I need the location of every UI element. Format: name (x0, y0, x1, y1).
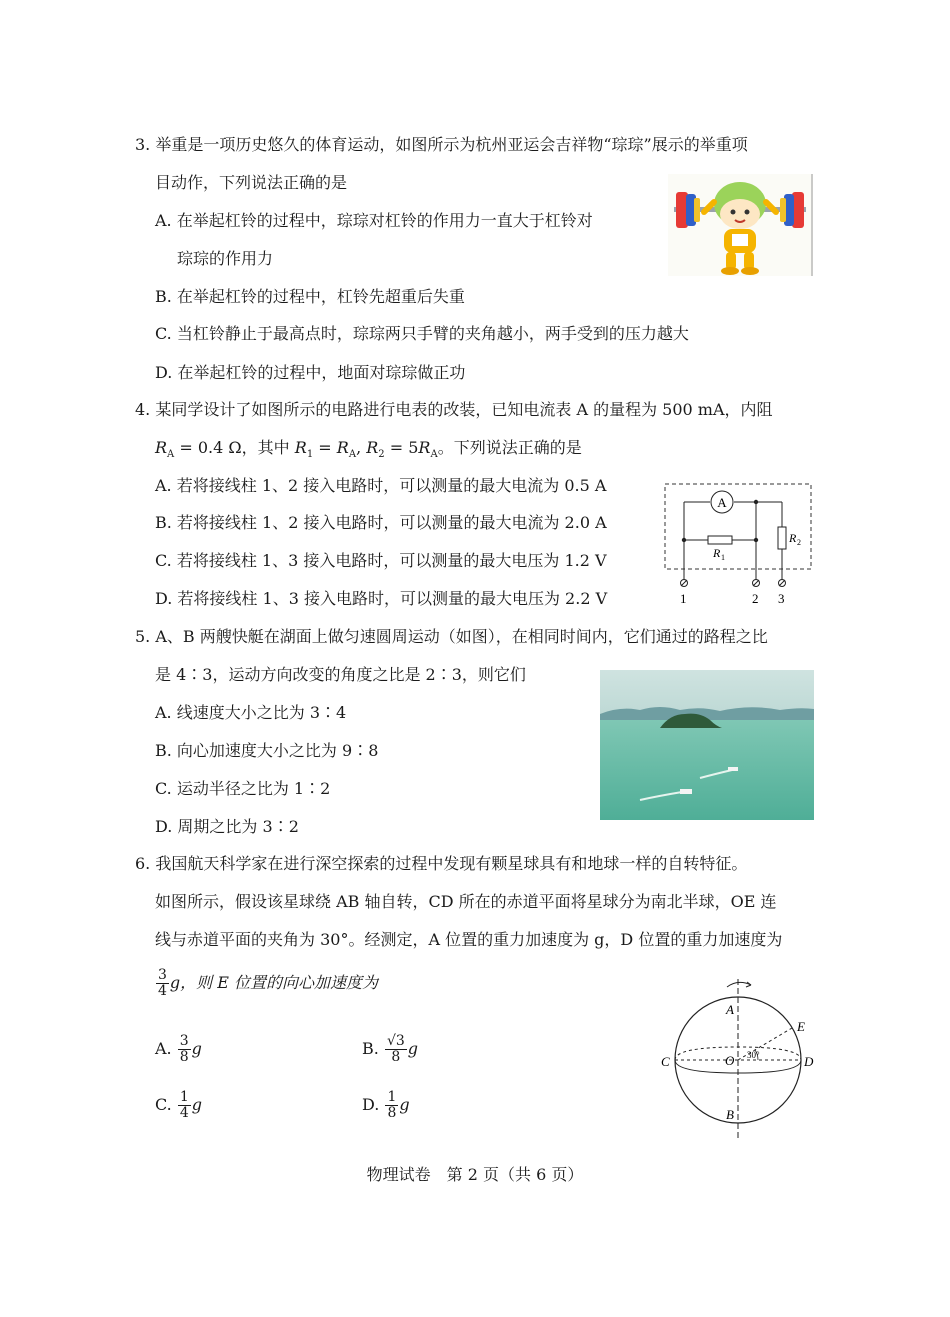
resistor-r2 (778, 527, 786, 549)
symbol-sub-2: 2 (378, 449, 385, 461)
q4-stem-line2: $R_A = 0.4$ Ω，其中 $R_1 = R_A$, $R_2 = 5R_A$。下列说法正确的是 (155, 438, 582, 461)
q5-stem-line1: 5. A、B 两艘快艇在湖面上做匀速圆周运动（如图），在相同时间内，它们通过的路程之比 (135, 627, 768, 646)
point-d-label: D (804, 1054, 814, 1069)
symbol-sub-a-2: A (348, 449, 357, 461)
q3-option-b: B. 在举起杠铃的过程中，杠铃先超重后失重 (155, 287, 465, 306)
page-footer: 物理试卷 第 2 页（共 6 页） (366, 1165, 584, 1184)
q6-stem-line3: 线与赤道平面的夹角为 30°。经测定，A 位置的重力加速度为 g，D 位置的重力加速度为 (155, 930, 783, 949)
q4-stem-tail: 。下列说法正确的是 (437, 438, 582, 457)
terminal-3-label: 3 (778, 591, 785, 606)
q5-option-b: B. 向心加速度大小之比为 9∶8 (155, 741, 379, 760)
planet-sphere-diagram (655, 973, 825, 1143)
q3-option-c: C. 当杠铃静止于最高点时，琮琮两只手臂的夹角越小，两手受到的压力越大 (155, 324, 689, 343)
q4-ra-value: = 0.4 Ω，其中 (179, 438, 290, 457)
q4-option-d: D. 若将接线柱 1、3 接入电路时，可以测量的最大电压为 2.2 V (155, 589, 608, 608)
terminal-2-label: 2 (752, 591, 759, 606)
q4-option-b: B. 若将接线柱 1、2 接入电路时，可以测量的最大电流为 2.0 A (155, 513, 607, 532)
q6-option-b: B. $\frac{√3}{8}$ g (362, 1033, 419, 1065)
point-o-label: O (725, 1053, 735, 1068)
q3-option-a-line2: 琮琮的作用力 (177, 249, 274, 268)
q3-option-a-line1: A. 在举起杠铃的过程中，琮琮对杠铃的作用力一直大于杠铃对 (155, 211, 593, 230)
symbol-sub-a-3: A (430, 449, 438, 461)
q3-option-d: D. 在举起杠铃的过程中，地面对琮琮做正功 (155, 363, 466, 382)
r2-label: R (789, 531, 797, 545)
terminal-1-label: 1 (680, 591, 687, 606)
q5-option-c: C. 运动半径之比为 1∶2 (155, 779, 331, 798)
q4-r2-eq: = 5 (389, 438, 419, 457)
q6-stem-line1: 6. 我国航天科学家在进行深空探索的过程中发现有颗星球具有和地球一样的自转特征。 (135, 854, 748, 873)
angle-label: 30° (747, 1050, 760, 1060)
r2-sub-label: 2 (797, 538, 801, 547)
point-c-label: C (661, 1054, 670, 1069)
ammeter-label: A (717, 495, 727, 510)
q6-option-a: A. $\frac{3}{8}$ g (155, 1033, 202, 1065)
circuit-diagram (662, 480, 814, 608)
symbol-r1: R (294, 438, 307, 457)
q4-r1-eq: = (318, 438, 332, 457)
symbol-ra-3: R (418, 438, 431, 457)
q6-stem-line4 (155, 968, 378, 999)
q6-option-c: C. $\frac{1}{4}$ g (155, 1089, 203, 1121)
q6-stem-line2: 如图所示，假设该星球绕 AB 轴自转，CD 所在的赤道平面将星球分为南北半球，OE 连 (155, 892, 777, 911)
q5-stem-line2: 是 4∶3，运动方向改变的角度之比是 2∶3，则它们 (155, 665, 526, 684)
q4-stem-line1: 4. 某同学设计了如图所示的电路进行电表的改装，已知电流表 A 的量程为 500 mA，内阻 (135, 400, 773, 419)
q6-option-d: D. $\frac{1}{8}$ g (362, 1089, 410, 1121)
symbol-r: R (155, 438, 168, 457)
symbol-sub-1: 1 (306, 449, 314, 461)
mascot-weightlifting-figure (668, 174, 813, 276)
symbol-r2: R (366, 438, 379, 457)
resistor-r1 (708, 536, 732, 544)
q5-option-d: D. 周期之比为 3∶2 (155, 817, 299, 836)
point-e-label: E (797, 1019, 805, 1034)
q4-option-a: A. 若将接线柱 1、2 接入电路时，可以测量的最大电流为 0.5 A (155, 476, 607, 495)
q3-stem-line2: 目动作，下列说法正确的是 (155, 173, 348, 192)
r1-label: R (713, 546, 721, 560)
point-b-label: B (726, 1107, 734, 1122)
fraction-3-4: $\frac{3}{4}$ (158, 967, 167, 999)
q4-option-c: C. 若将接线柱 1、3 接入电路时，可以测量的最大电压为 1.2 V (155, 551, 607, 570)
lake-speedboat-photo (600, 670, 814, 820)
r1-sub-label: 1 (721, 553, 725, 562)
symbol-ra-2: R (336, 438, 349, 457)
symbol-sub-a: A (167, 449, 175, 461)
q3-stem-line1: 3. 举重是一项历史悠久的体育运动，如图所示为杭州亚运会吉祥物“琮琮”展示的举重项 (135, 135, 748, 154)
q6-stem-tail: g，则 E 位置的向心加速度为 (169, 973, 379, 992)
point-a-label: A (726, 1002, 734, 1017)
q5-option-a: A. 线速度大小之比为 3∶4 (155, 703, 347, 722)
